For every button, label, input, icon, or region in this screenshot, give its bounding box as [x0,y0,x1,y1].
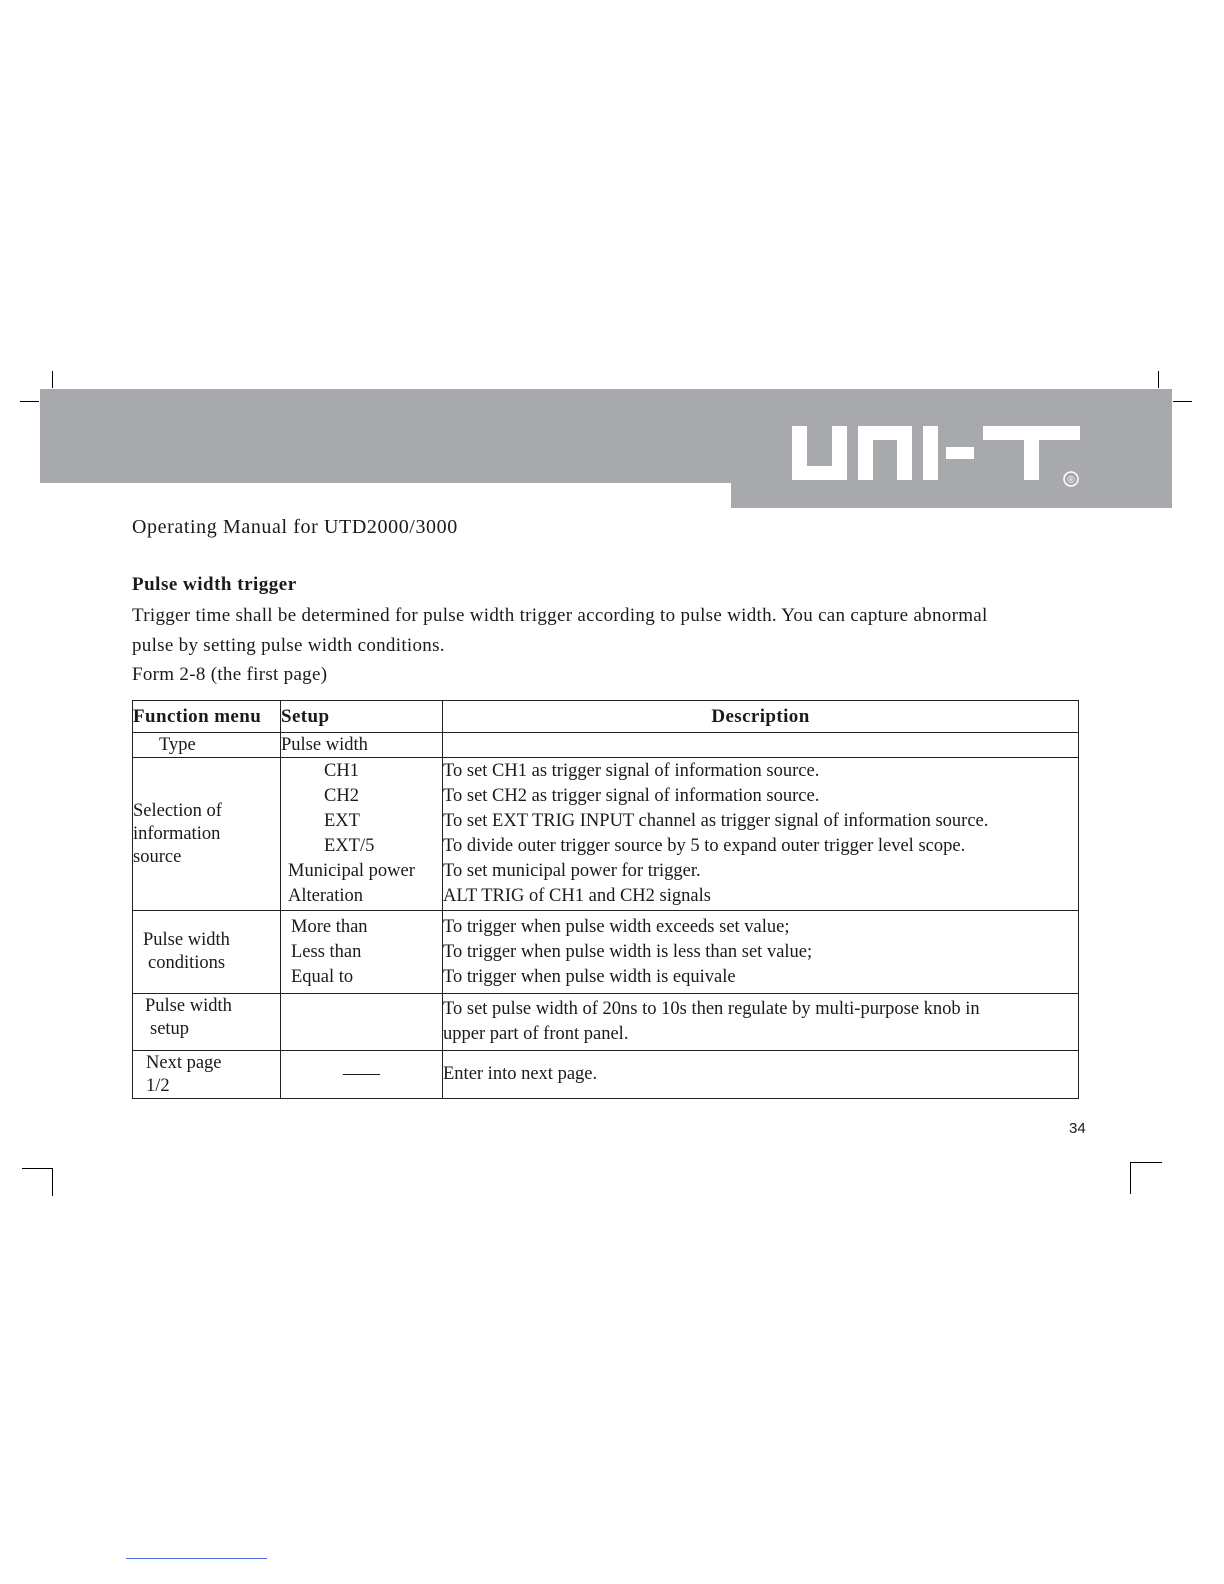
function-cell [133,758,281,911]
function-cell [133,994,281,1051]
description-line: To set EXT TRIG INPUT channel as trigger signal of information source. [443,811,989,831]
setup-option: Equal to [291,966,354,987]
table-row [133,758,1079,911]
crop-mark-top-left-vertical [52,371,53,388]
function-line: Next page [146,1052,222,1073]
setup-cell [281,911,443,994]
setup-cell [281,994,443,1051]
form-caption: Form 2-8 (the first page) [132,664,328,685]
crop-mark-top-left-horizontal [20,401,39,402]
table-row [133,1051,1079,1099]
crop-mark-top-right-horizontal [1173,401,1192,402]
description-line: ALT TRIG of CH1 and CH2 signals [443,886,711,906]
function-line: 1/2 [146,1075,170,1096]
function-cell [133,911,281,994]
description-cell [443,758,1079,911]
crop-mark-bottom-right-horizontal [1130,1162,1162,1163]
crop-mark-bottom-left-horizontal [22,1168,53,1169]
setup-option: Municipal power [288,861,415,881]
setup-option: EXT/5 [324,836,375,856]
section-heading: Pulse width trigger [132,574,297,595]
setup-option: CH1 [324,761,359,781]
description-cell [443,994,1079,1051]
table-row [133,733,1079,758]
setup-option: More than [291,916,368,937]
description-line: To divide outer trigger source by 5 to expand outer trigger level scope. [443,836,966,856]
table-row [133,994,1079,1051]
description-line: To trigger when pulse width is equivale [443,966,736,987]
setup-option: EXT [324,811,360,831]
function-line: Pulse width [143,930,230,950]
description-line: upper part of front panel. [443,1024,629,1044]
description-line: To trigger when pulse width exceeds set value; [443,916,790,937]
function-menu-table [132,700,1079,1099]
setup-option: Alteration [288,886,364,906]
description-line: To set CH2 as trigger signal of information source. [443,786,820,806]
description-line: To set municipal power for trigger. [443,861,701,881]
description-line: To trigger when pulse width is less than set value; [443,941,813,962]
function-cell [133,1051,281,1099]
paragraph-line: Trigger time shall be determined for pulse width trigger according to pulse width. You can capture abnormal [132,605,988,626]
column-header-function-menu: Function menu [133,701,281,733]
footer-link-underline [126,1558,267,1559]
body-text [132,601,1092,690]
crop-mark-bottom-right-vertical [1130,1162,1131,1194]
description-cell: Enter into next page. [443,1051,1079,1099]
uni-t-logo [776,418,1086,488]
function-line: Selection of [133,800,222,821]
function-line: conditions [148,953,226,973]
setup-option: Less than [291,941,362,962]
page-number: 34 [1069,1120,1086,1137]
setup-cell [281,758,443,911]
setup-cell: —— [281,1051,443,1099]
function-line: setup [150,1019,190,1039]
setup-cell: Pulse width [281,733,443,758]
function-cell: Type [133,733,281,758]
description-line: To set pulse width of 20ns to 10s then regulate by multi-purpose knob in [443,999,980,1019]
function-line: source [133,846,182,867]
paragraph-line: pulse by setting pulse width conditions. [132,634,445,656]
manual-title: Operating Manual for UTD2000/3000 [132,516,458,538]
table-header-row [133,701,1079,733]
function-line: Pulse width [145,996,232,1016]
description-cell [443,733,1079,758]
description-cell [443,911,1079,994]
column-header-description: Description [443,701,1079,733]
crop-mark-bottom-left-vertical [52,1168,53,1196]
description-line: To set CH1 as trigger signal of information source. [443,761,820,781]
setup-option: CH2 [324,786,359,806]
table-row [133,911,1079,994]
function-line: information [133,823,221,844]
crop-mark-top-right-vertical [1158,371,1159,388]
column-header-setup: Setup [281,701,443,733]
logo-registered-mark: ® [1067,475,1075,486]
